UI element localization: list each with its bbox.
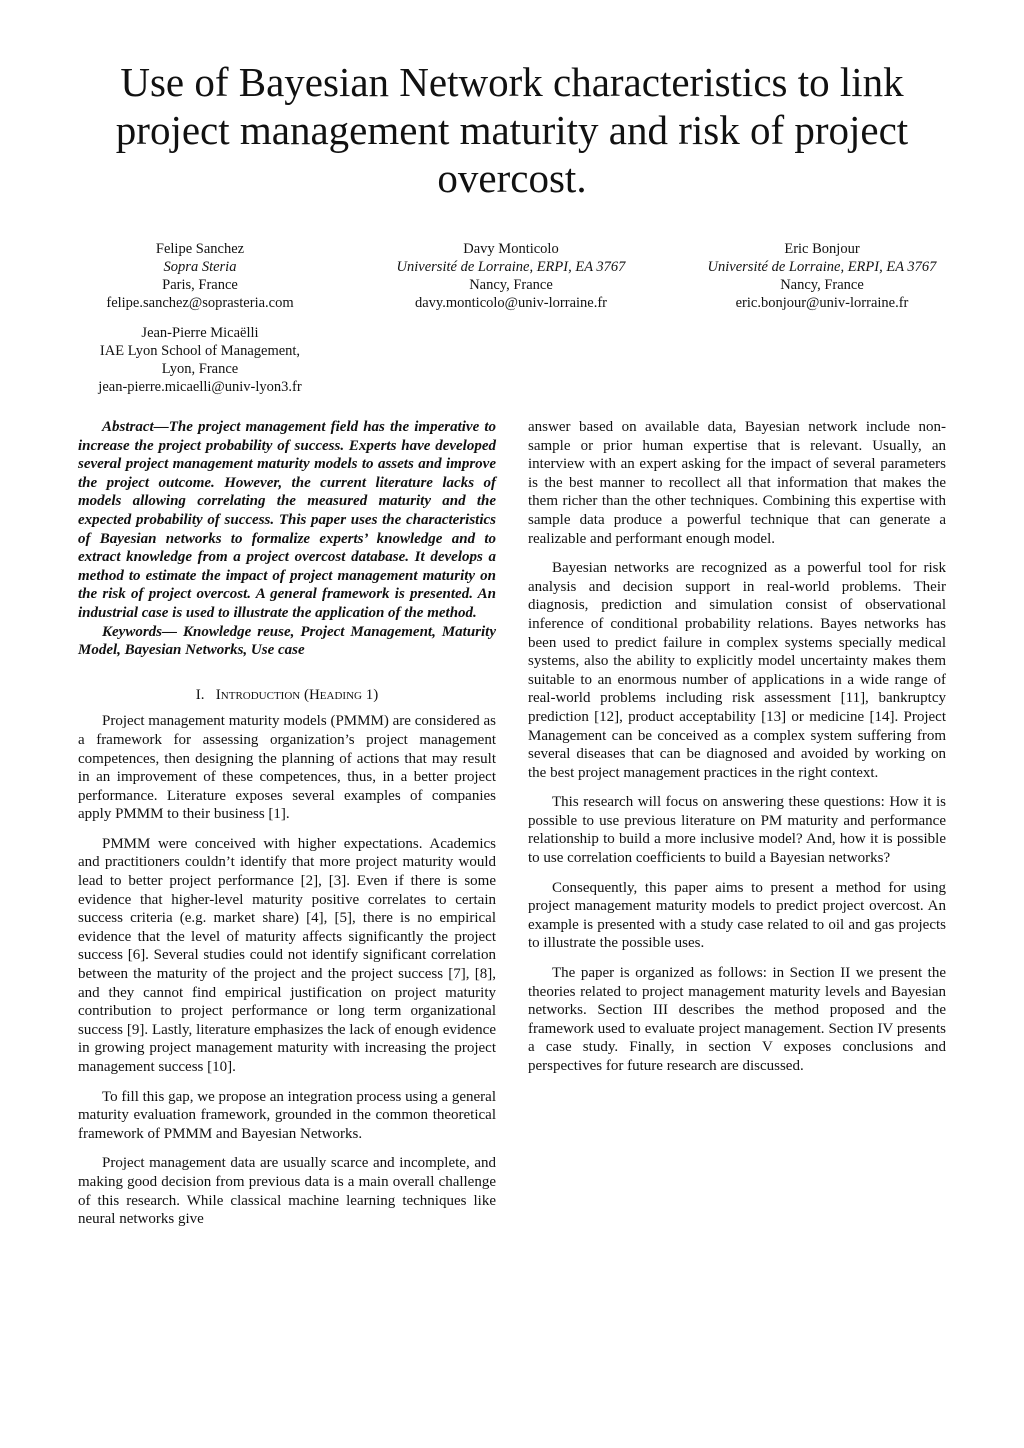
author-affiliation: Sopra Steria: [163, 259, 237, 275]
author-block-2: [361, 240, 661, 312]
abstract-text: —The project management field has the imperative to increase the project probability of success. Experts have developed several project management maturity models to assets and improve the project outcome. However, the current literature lacks of models allowing correlating the measured maturity and the expected probability of success. This paper uses the characteristics of Bayesian networks to formalize experts’ knowledge and to extract knowledge from a project overcost database. It develops a method to estimate the impact of project management maturity on the risk of project overcost. A general framework is presented. An industrial case is used to illustrate the application of the method.: [78, 419, 496, 621]
paragraph: PMMM were conceived with higher expectations. Academics and practitioners couldn’t identify that more project maturity would lead to better project performance [2], [3]. Even if there is some evidence that higher-level maturity positive correlates to certain success criteria (e.g. market share) [4], [5], there is no empirical evidence that the level of maturity affects significantly the project success [6]. Several studies could not identify significant correlation between the maturity of the project and the project success [7], [8], and they cannot find empirical justification on project maturity contribution to project performance or long term organizational success [9]. Lastly, literature emphasizes the lack of enough evidence in growing project management maturity with increasing the project management success [10].: [78, 835, 496, 1075]
paragraph: Bayesian networks are recognized as a powerful tool for risk analysis and decision support in real-world problems. Their diagnosis, prediction and simulation consist of observational inference of conditional probability relations. Bayes networks has been used to predict failure in complex systems specially medical systems, also the ability to explicitly model uncertainty makes them suitable to an enormous number of applications in a wide range of real-world problems including risk assessment [11], bankruptcy prediction [12], product acceptability [13] or medicine [14]. Project Management can be conceived as a complex system suffering from several diseases that can be diagnosed and avoided by working on the best project management practices in the right context.: [528, 560, 946, 781]
author-location: Nancy, France: [469, 277, 553, 293]
section-initial: I: [215, 686, 221, 703]
paper-title: Use of Bayesian Network characteristics to link project management maturity and risk of project overcost.: [115, 59, 909, 201]
paragraph: This research will focus on answering these questions: How it is possible to use previous literature on PM maturity and performance relationship to build a more inclusive model? And, how it is possible to use correlation coefficients to build a Bayesian networks?: [528, 794, 946, 867]
paragraph: Consequently, this paper aims to present a method for using project management maturity models to predict project overcost. An example is presented with a study case related to oil and gas projects to illustrate the possible uses.: [528, 879, 946, 952]
section-title-rest: ntroduction (Heading 1): [220, 686, 379, 703]
keywords-text: — Knowledge reuse, Project Management, Maturity Model, Bayesian Networks, Use case: [78, 623, 496, 659]
keywords-label: Keywords: [102, 623, 162, 640]
paragraph-continuation: answer based on available data, Bayesian network include non-sample or prior human expertise that is relevant. Usually, an interview with an expert asking for the impact of several parameters is the best manner to recollect all that information that makes the them richer than the other techniques. Combining this expertise with sample data produce a powerful technique that can generate a realizable and performant enough model.: [528, 419, 946, 547]
author-email: felipe.sanchez@soprasteria.com: [106, 295, 294, 311]
author-block-4: [50, 324, 350, 396]
abstract: [78, 418, 496, 623]
author-block-3: [672, 240, 972, 312]
abstract-label: Abstract: [102, 419, 154, 435]
author-email: davy.monticolo@univ-lorraine.fr: [415, 295, 607, 311]
author-name: Jean-Pierre Micaëlli: [141, 325, 259, 341]
author-name: Davy Monticolo: [463, 241, 559, 257]
author-location: Nancy, France: [780, 277, 864, 293]
author-location: Paris, France: [162, 277, 238, 293]
paragraph: Project management data are usually scarce and incomplete, and making good decision from previous data is a main overall challenge of this research. While classical machine learning techniques like neural networks give: [78, 1155, 496, 1228]
author-block-1: [50, 240, 350, 312]
paragraph: The paper is organized as follows: in Section II we present the theories related to project management maturity levels and Bayesian networks. Section III describes the method proposed and the framework used to evaluate project management. Section IV presents a case study. Finally, in section V exposes conclusions and perspectives for future research are discussed.: [528, 965, 946, 1074]
author-email: jean-pierre.micaelli@univ-lyon3.fr: [98, 379, 302, 395]
paragraph: To fill this gap, we propose an integration process using a general maturity evaluation framework, grounded in the common theoretical framework of PMMM and Bayesian Networks.: [78, 1088, 496, 1142]
author-affiliation: Université de Lorraine, ERPI, EA 3767: [396, 259, 626, 275]
keywords: [78, 623, 496, 660]
left-column: [78, 418, 496, 1240]
author-name: Eric Bonjour: [784, 241, 860, 257]
section-number: I.: [195, 686, 205, 703]
author-affiliation: Université de Lorraine, ERPI, EA 3767: [707, 259, 937, 275]
author-location: Lyon, France: [161, 361, 239, 377]
author-name: Felipe Sanchez: [155, 241, 245, 257]
author-email: eric.bonjour@univ-lorraine.fr: [735, 295, 909, 311]
right-column: [528, 418, 946, 1087]
paragraph: Project management maturity models (PMMM) are considered as a framework for assessing organization’s project management competences, then designing the planning of actions that may result in an improvement of these competences, thus, in a better project performance. Literature exposes several examples of companies apply PMMM to their business [1].: [78, 713, 496, 823]
author-affiliation: IAE Lyon School of Management,: [99, 343, 301, 359]
section-heading: [78, 686, 496, 705]
